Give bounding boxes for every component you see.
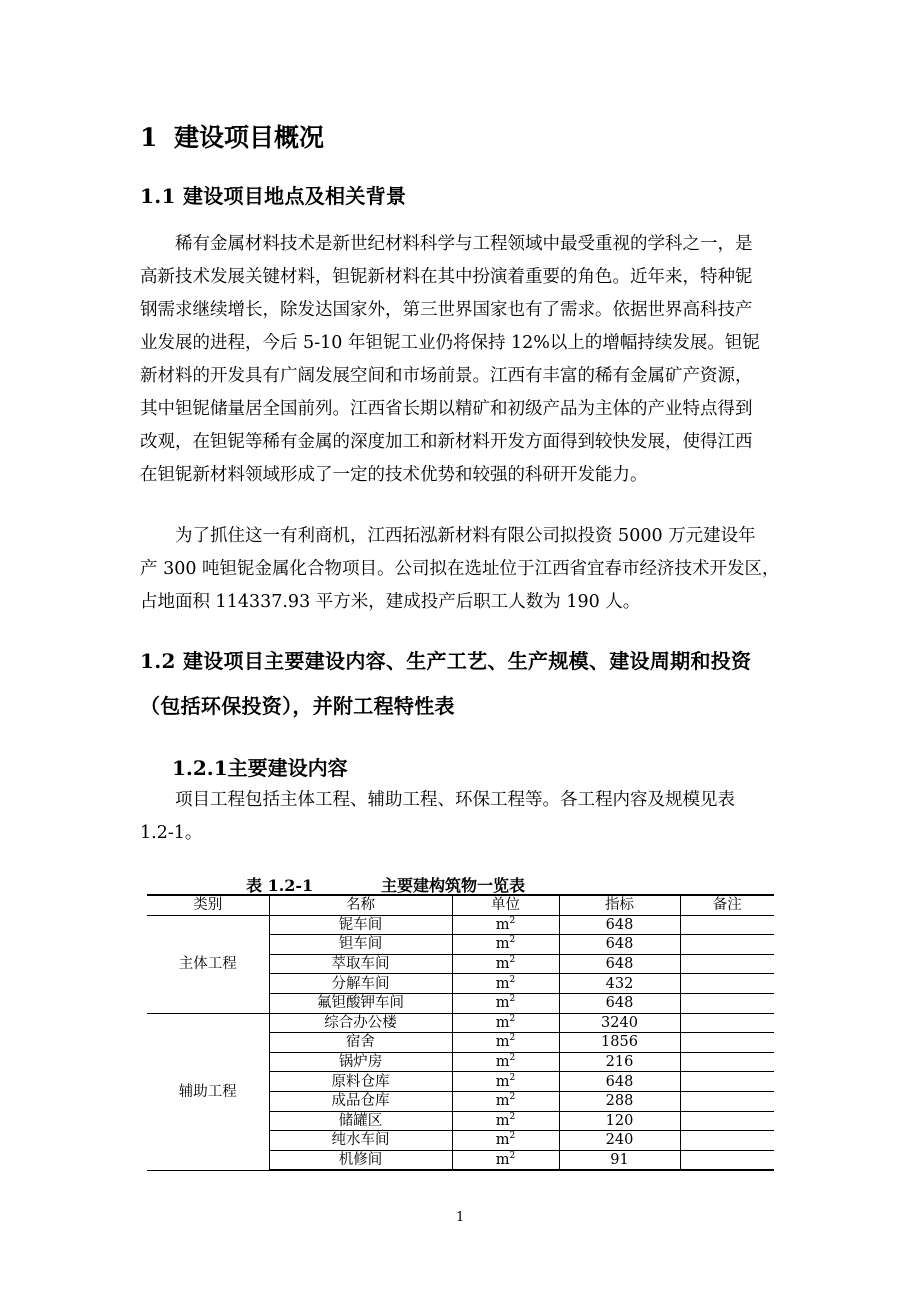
value-cell: 432 [559,974,680,994]
note-cell [680,954,774,974]
name-cell: 萃取车间 [269,954,452,974]
paragraph-line: 占地面积 114337.93 平方米，建成投产后职工人数为 190 人。 [140,592,641,612]
buildings-table [147,894,774,1171]
paragraph-line: 产 300 吨钽铌金属化合物项目。公司拟在选址位于江西省宜春市经济技术开发区， [140,559,780,579]
value-cell: 216 [559,1052,680,1072]
header-unit: 单位 [452,895,559,915]
note-cell [680,1150,774,1170]
table-caption-title: 主要建构筑物一览表 [381,876,526,895]
value-cell: 120 [559,1111,680,1131]
unit-cell [452,1150,559,1170]
name-cell: 原料仓库 [269,1072,452,1092]
note-cell [680,1091,774,1111]
name-cell: 综合办公楼 [269,1013,452,1033]
unit-cell [452,993,559,1013]
unit-exponent: 2 [509,1092,516,1103]
unit-exponent: 2 [509,1112,516,1122]
paragraph-line: 高新技术发展关键材料，钽铌新材料在其中扮演着重要的角色。近年来，特种铌 [140,267,753,287]
name-cell: 储罐区 [269,1111,452,1131]
unit-exponent: 2 [509,916,516,927]
paragraph-line: 新材料的开发具有广阔发展空间和市场前景。江西有丰富的稀有金属矿产资源， [140,366,753,386]
note-cell [680,1072,774,1092]
unit-cell [452,1131,559,1151]
unit-exponent: 2 [509,974,516,985]
paragraph-line: 在钽铌新材料领域形成了一定的技术优势和较强的科研开发能力。 [140,465,648,485]
unit-cell [452,1033,559,1053]
note-cell [680,993,774,1013]
paragraph-construction-content [140,784,785,850]
note-cell [680,1111,774,1131]
unit-exponent: 2 [509,1053,516,1064]
note-cell [680,1131,774,1151]
value-cell: 1856 [559,1033,680,1053]
note-cell [680,915,774,935]
note-cell [680,935,774,955]
table-row [147,1013,774,1033]
value-cell: 648 [559,935,680,955]
paragraph-investment [140,520,785,619]
header-value: 指标 [559,895,680,915]
paragraph-line: 项目工程包括主体工程、辅助工程、环保工程等。各工程内容及规模见表 [175,790,735,810]
unit-base: m [495,916,510,933]
value-cell: 648 [559,954,680,974]
unit-base: m [495,1093,510,1110]
value-cell: 648 [559,915,680,935]
unit-exponent: 2 [509,994,516,1005]
value-cell: 648 [559,1072,680,1092]
paragraph-line: 为了抓住这一有利商机，江西拓泓新材料有限公司拟投资 5000 万元建设年 [175,526,756,546]
unit-cell [452,1111,559,1131]
value-cell: 3240 [559,1013,680,1033]
section-1-heading [140,118,324,154]
paragraph-background [140,228,785,492]
unit-base: m [495,1112,510,1129]
note-cell [680,974,774,994]
unit-cell [452,1052,559,1072]
value-cell: 288 [559,1091,680,1111]
paragraph-line: 钢需求继续增长，除发达国家外，第三世界国家也有了需求。依据世界高科技产 [140,300,753,320]
paragraph-line: 改观，在钽铌等稀有金属的深度加工和新材料开发方面得到较快发展，使得江西 [140,432,753,452]
unit-exponent: 2 [509,1151,516,1162]
paragraph-line: 其中钽铌储量居全国前列。江西省长期以精矿和初级产品为主体的产业特点得到 [140,399,753,419]
unit-base: m [495,995,510,1012]
section-1-1-heading: 1.1 建设项目地点及相关背景 [140,184,407,208]
unit-exponent: 2 [509,935,516,946]
category-cell: 主体工程 [147,915,269,1013]
header-category: 类别 [147,895,269,915]
unit-cell [452,974,559,994]
unit-base: m [495,1152,510,1169]
paragraph-line: 业发展的进程，今后 5-10 年钽铌工业仍将保持 12%以上的增幅持续发展。钽铌 [140,333,760,353]
name-cell: 铌车间 [269,915,452,935]
name-cell: 成品仓库 [269,1091,452,1111]
unit-base: m [495,956,510,973]
name-cell: 纯水车间 [269,1131,452,1151]
category-cell: 辅助工程 [147,1013,269,1170]
table-body [147,915,774,1170]
value-cell: 240 [559,1131,680,1151]
unit-cell [452,915,559,935]
unit-base: m [495,1073,510,1090]
page-number: 1 [456,1210,465,1225]
paragraph-line: 1.2-1。 [140,823,203,843]
note-cell [680,1013,774,1033]
unit-base: m [495,1014,510,1031]
table-caption-number: 表 1.2-1 [246,876,314,895]
section-1-title: 建设项目概况 [174,123,325,152]
unit-base: m [495,936,510,953]
unit-exponent: 2 [509,955,516,966]
name-cell: 氟钽酸钾车间 [269,993,452,1013]
section-1-2-heading-line1: 1.2 建设项目主要建设内容、生产工艺、生产规模、建设周期和投资 [140,649,752,673]
unit-exponent: 2 [509,1014,516,1025]
table-row [147,915,774,935]
unit-cell [452,1091,559,1111]
unit-base: m [495,975,510,992]
section-1-2-1-heading: 1.2.1主要建设内容 [172,756,348,780]
section-1-2-heading-line2: （包括环保投资），并附工程特性表 [140,694,455,718]
unit-exponent: 2 [509,1033,516,1044]
unit-cell [452,1072,559,1092]
name-cell: 机修间 [269,1150,452,1170]
unit-base: m [495,1132,510,1149]
name-cell: 钽车间 [269,935,452,955]
value-cell: 91 [559,1150,680,1170]
table-header-row [147,895,774,915]
unit-exponent: 2 [509,1072,516,1083]
header-name: 名称 [269,895,452,915]
unit-cell [452,935,559,955]
name-cell: 锅炉房 [269,1052,452,1072]
name-cell: 分解车间 [269,974,452,994]
unit-base: m [495,1054,510,1071]
header-note: 备注 [680,895,774,915]
unit-base: m [495,1034,510,1051]
note-cell [680,1052,774,1072]
note-cell [680,1033,774,1053]
unit-exponent: 2 [509,1131,516,1142]
value-cell: 648 [559,993,680,1013]
section-1-number: 1 [140,123,158,152]
paragraph-line: 稀有金属材料技术是新世纪材料科学与工程领域中最受重视的学科之一，是 [175,234,753,254]
unit-cell [452,1013,559,1033]
name-cell: 宿舍 [269,1033,452,1053]
unit-cell [452,954,559,974]
